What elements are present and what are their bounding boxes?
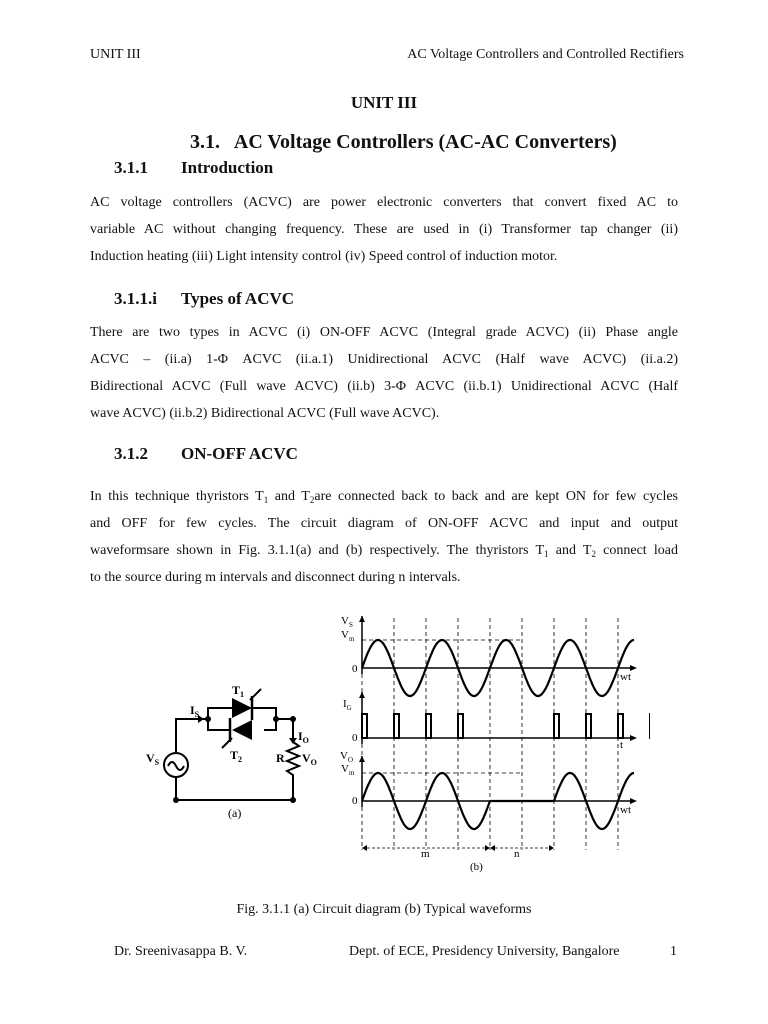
types-heading: Types of ACVC xyxy=(181,289,295,308)
label-zero: 0 xyxy=(352,795,358,807)
label-ig: $I_G$ xyxy=(343,698,352,712)
onoff-heading: ON-OFF ACVC xyxy=(181,444,298,463)
intro-line: Induction heating (iii) Light intensity control (iv) Speed control of induction motor. xyxy=(90,249,558,264)
dim-arrow xyxy=(485,845,490,851)
intro-line: AC voltage controllers (ACVC) are power electronic converters that convert fixed AC to xyxy=(90,195,678,210)
label-zero: 0 xyxy=(352,663,358,675)
label-vo: $V_O$ xyxy=(340,750,354,764)
label-wt: wt xyxy=(620,671,631,683)
label-io: $I_O$ xyxy=(298,729,309,745)
dim-arrow xyxy=(362,845,367,851)
header-right: AC Voltage Controllers and Controlled Rectifiers xyxy=(407,47,684,62)
gate-pulse xyxy=(618,714,623,738)
onoff-line: to the source during m intervals and disconnect during n intervals. xyxy=(90,570,461,585)
onoff-line: and OFF for few cycles. The circuit diagram of ON-OFF ACVC and input and output xyxy=(90,516,678,531)
gate-pulse xyxy=(362,714,367,738)
types-paragraph xyxy=(90,319,678,427)
gate-pulse xyxy=(586,714,591,738)
label-m: m xyxy=(421,848,430,860)
intro-number: 3.1.1 xyxy=(114,158,148,177)
label-r: R xyxy=(276,751,285,765)
label-zero: 0 xyxy=(352,732,358,744)
onoff-line: waveformsare shown in Fig. 3.1.1(a) and (b) respectively. The thyristors $T_1$ and $T_2$ connect load xyxy=(90,543,679,559)
waveform-diagram xyxy=(330,610,650,875)
intro-heading: Introduction xyxy=(181,158,274,177)
label-vm: $V_m$ xyxy=(341,763,355,777)
waveform-caption: (b) xyxy=(470,861,483,873)
arrow-x xyxy=(630,735,637,741)
onoff-paragraph xyxy=(90,483,678,591)
onoff-line: In this technique thyristors $T_1$ and $T_2are$ connected back to back and are kept ON for few cycles xyxy=(90,489,679,505)
dim-arrow xyxy=(490,845,495,851)
types-line: There are two types in ACVC (i) ON-OFF ACVC (Integral grade ACVC) (ii) Phase angle xyxy=(90,325,678,340)
arrow-x xyxy=(630,798,637,804)
types-line: Bidirectional ACVC (Full wave ACVC) (ii.b) 3-Φ ACVC (ii.b.1) Unidirectional ACVC (Half xyxy=(90,379,678,394)
section-title xyxy=(190,131,617,154)
page-number: 1 xyxy=(670,944,677,959)
footer-dept: Dept. of ECE, Presidency University, Bangalore xyxy=(349,944,620,959)
types-number: 3.1.1.i xyxy=(114,289,157,308)
label-t2: $T_2$ xyxy=(230,748,243,764)
arrow-y xyxy=(359,616,365,622)
arrow-y xyxy=(359,692,365,698)
label-vm: $V_m$ xyxy=(341,629,355,643)
gate-pulse xyxy=(458,714,463,738)
figure-caption: Fig. 3.1.1 (a) Circuit diagram (b) Typical waveforms xyxy=(236,902,532,917)
arrow-x xyxy=(630,665,637,671)
section-heading: AC Voltage Controllers (AC-AC Converters) xyxy=(233,131,617,153)
intro-line: variable AC without changing frequency. These are used in (i) Transformer tap changer (ii) xyxy=(90,222,678,237)
intro-paragraph xyxy=(90,189,678,270)
unit-title: UNIT III xyxy=(350,93,418,112)
label-t1: $T_1$ xyxy=(232,683,245,699)
circuit-diagram xyxy=(140,680,340,825)
dim-arrow xyxy=(549,845,554,851)
label-vs: $V_S$ xyxy=(341,615,353,629)
arrow-y xyxy=(359,756,365,762)
gate-pulse xyxy=(426,714,431,738)
header-left: UNIT III xyxy=(90,47,141,62)
label-vs: $V_S$ xyxy=(146,751,160,767)
gate-pulse xyxy=(554,714,559,738)
label-wt: wt xyxy=(620,804,631,816)
onoff-number: 3.1.2 xyxy=(114,444,148,463)
label-n: n xyxy=(514,848,520,860)
gate-pulse xyxy=(394,714,399,738)
section-number: 3.1. xyxy=(190,131,220,153)
types-line: ACVC – (ii.a) 1-Φ ACVC (ii.a.1) Unidirectional ACVC (Half wave ACVC) (ii.a.2) xyxy=(90,352,678,367)
footer-author: Dr. Sreenivasappa B. V. xyxy=(114,944,248,959)
circuit-caption: (a) xyxy=(228,806,242,820)
types-line: wave ACVC) (ii.b.2) Bidirectional ACVC (Full wave ACVC). xyxy=(90,406,440,421)
label-vo: $V_O$ xyxy=(302,751,317,767)
label-is: $I_S$ xyxy=(190,703,200,719)
label-t: t xyxy=(620,739,624,751)
